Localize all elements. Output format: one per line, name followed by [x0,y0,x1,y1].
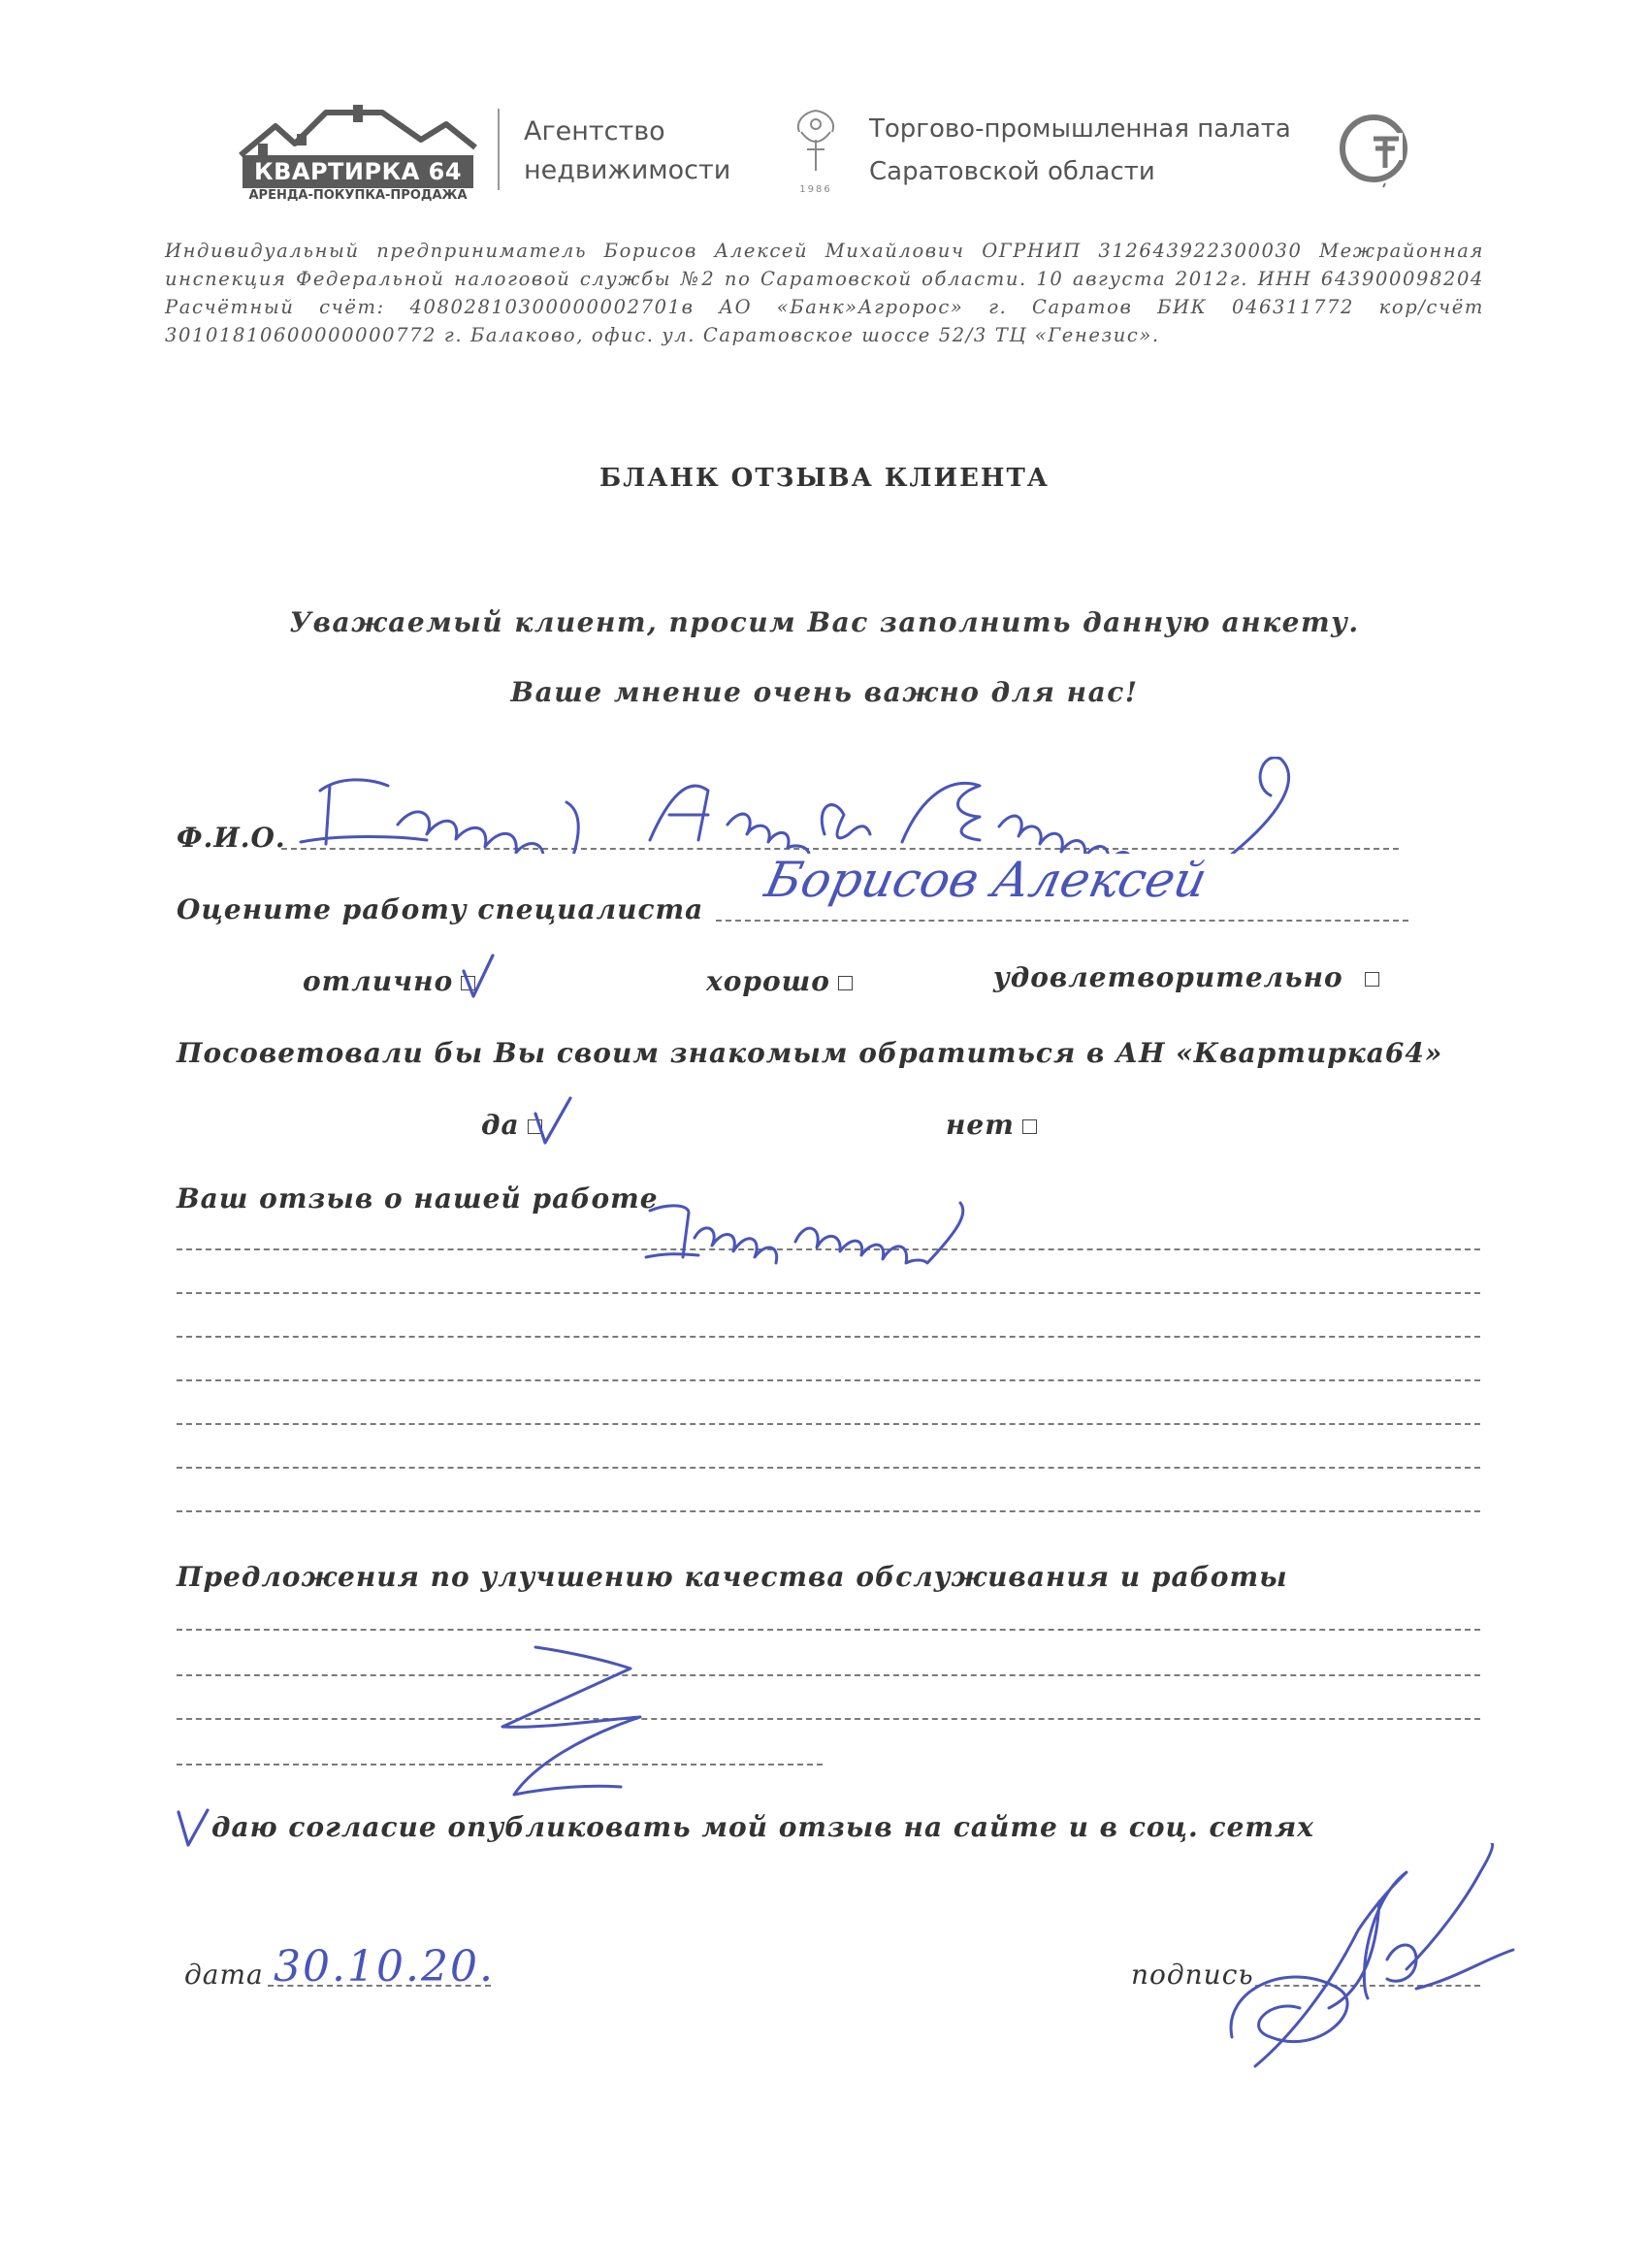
agency-type [524,113,766,190]
recommend-no-checkbox[interactable] [1022,1119,1037,1134]
logo-tagline: АРЕНДА-ПОКУПКА-ПРОДАЖА [248,188,468,203]
company-requisites: Индивидуальный предприниматель Борисов Алексей Михайлович ОГРНИП 312643922300030 Межрайонная инспекция Федеральной налоговой службы №2 по Саратовской области. 10 августа 2012г. ИНН 643900098204 Расчётный счёт: 40802810300000002701в АО «Банк»Агророс» г. Саратов БИК 046311772 кор/счёт 30101810600000000772 г. Балаково, офис. ул. Саратовское шоссе 52/3 ТЦ «Генезис». [165,240,1484,346]
header-divider [498,109,500,190]
review-line [177,1423,1480,1425]
recommend-yes-label: да [481,1109,520,1141]
signature-mark [1212,1843,1523,2076]
rating-excellent-checkmark-icon [460,954,499,1002]
intro-line-1: Уважаемый клиент, просим Вас заполнить данную анкету. [289,606,1360,638]
fio-label: Ф.И.О. [177,822,286,854]
review-handwriting [640,1199,989,1267]
tpp-logo-icon [1335,110,1412,193]
suggestions-line [177,1629,1480,1631]
date-label: дата [184,1959,264,1991]
rating-good-checkbox[interactable] [838,976,853,990]
chamber-emblem [782,103,850,200]
chamber-line-1: Торгово-промышленная палата [869,114,1291,144]
recommend-label: Посоветовали бы Вы своим знакомым обратиться в АН «Квартирка64» [177,1037,1443,1069]
chamber-year: 1986 [799,184,832,195]
chamber-line-2: Саратовской области [869,157,1155,186]
consent-checkmark-icon [175,1806,213,1851]
rating-excellent[interactable] [303,965,475,997]
review-line [177,1467,1480,1469]
recommend-no[interactable] [946,1109,1037,1141]
rating-good-label: хорошо [706,965,830,997]
logo-name: КВАРТИРКА 64 [242,155,473,188]
chamber-name [869,108,1335,193]
agency-line-2: недвижимости [524,155,731,185]
signature-label: подпись [1131,1959,1254,1991]
rating-satisfactory-checkbox[interactable] [1365,972,1379,987]
review-line [177,1510,1480,1512]
rating-excellent-label: отлично [303,965,454,997]
form-title: БЛАНК ОТЗЫВА КЛИЕНТА [599,464,1050,493]
rating-satisfactory[interactable] [993,961,1379,993]
agency-logo [237,105,479,202]
consent-label[interactable]: даю согласие опубликовать мой отзыв на сайте и в соц. сетях [211,1811,1314,1843]
recommend-yes-checkmark-icon [532,1094,574,1149]
review-line [177,1336,1480,1338]
specialist-value: Борисов Алексей [760,852,1212,908]
suggestions-line [177,1674,1480,1676]
suggestions-line [177,1718,1480,1720]
fio-handwriting [281,757,1348,854]
recommend-no-label: нет [946,1109,1015,1141]
review-label: Ваш отзыв о нашей работе [177,1183,659,1215]
specialist-label: Оцените работу специалиста [177,893,704,925]
review-line [177,1292,1480,1294]
date-value: 30.10.20. [274,1942,495,1992]
review-line [177,1379,1480,1381]
agency-line-1: Агентство [524,116,665,146]
specialist-field[interactable] [716,920,1408,922]
rating-satisfactory-label: удовлетворительно [993,961,1343,993]
suggestions-strike-mark [485,1639,660,1804]
suggestions-label: Предложения по улучшению качества обслуживания и работы [177,1561,1288,1593]
intro-line-2: Ваше мнение очень важно для нас! [510,676,1139,708]
rating-good[interactable] [706,965,853,997]
